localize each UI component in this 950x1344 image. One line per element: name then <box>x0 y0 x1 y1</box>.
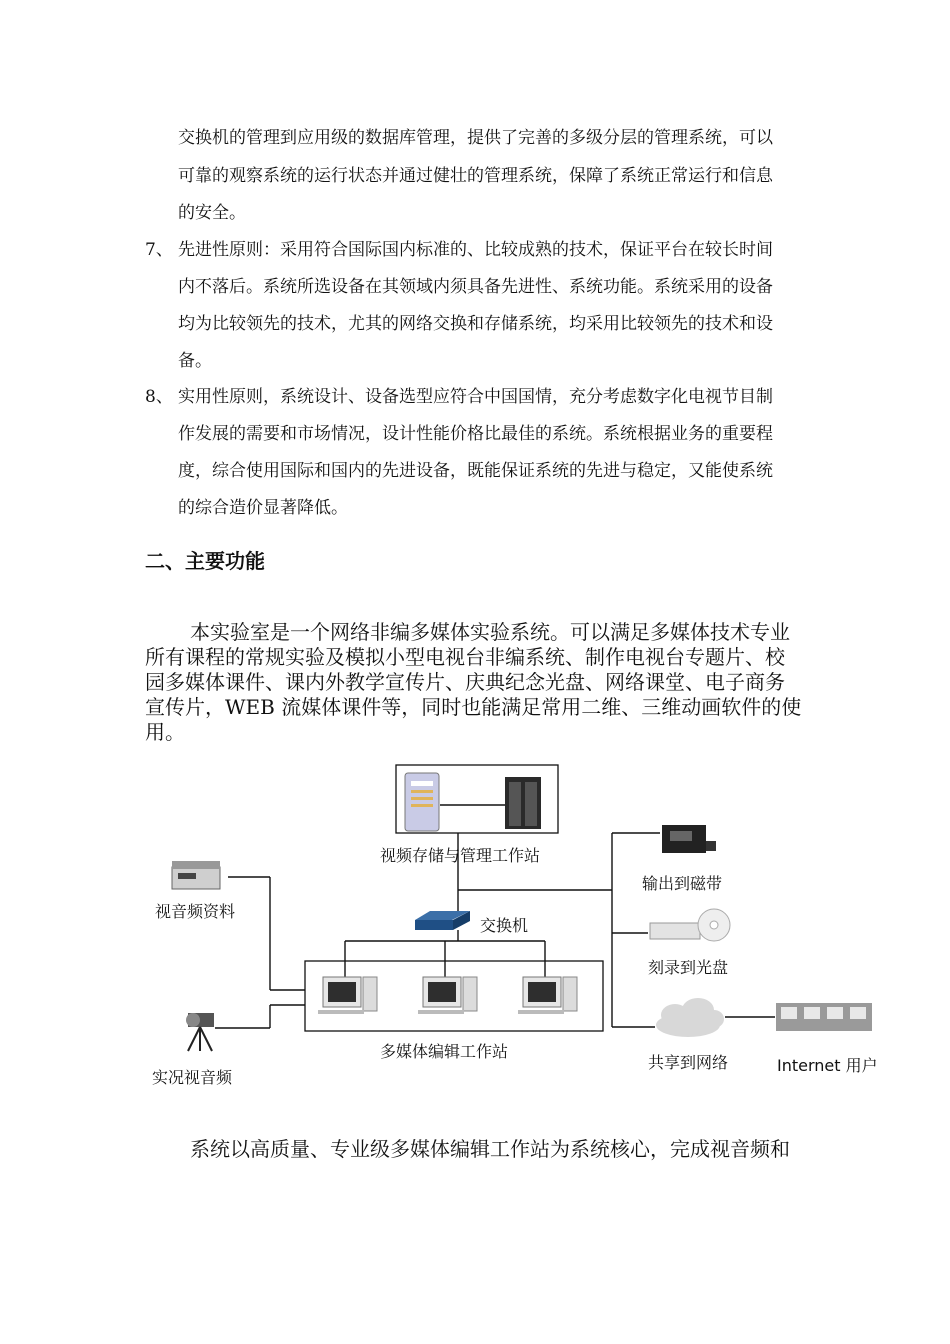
paragraph-line: 交换机的管理到应用级的数据库管理，提供了完善的多级分层的管理系统，可以 <box>178 128 773 148</box>
intro-line: 用。 <box>145 720 185 744</box>
cloud-icon <box>656 998 724 1037</box>
list-item-line: 实用性原则，系统设计、设备选型应符合中国国情，充分考虑数字化电视节目制 <box>178 387 773 407</box>
intro-line: 所有课程的常规实验及模拟小型电视台非编系统、制作电视台专题片、校 <box>145 645 785 669</box>
list-number-8: 8、 <box>145 387 173 407</box>
disc-burner-icon <box>650 909 730 941</box>
section-heading: 二、主要功能 <box>145 549 265 573</box>
list-item-line: 备。 <box>178 351 212 371</box>
pc-icon <box>318 977 377 1014</box>
av-material-label: 视音频资料 <box>155 902 236 921</box>
bottom-line: 系统以高质量、专业级多媒体编辑工作站为系统核心，完成视音频和 <box>190 1137 790 1161</box>
live-av-label: 实况视音频 <box>152 1068 233 1087</box>
list-item-line: 度，综合使用国际和国内的先进设备，既能保证系统的先进与稳定，又能使系统 <box>178 461 773 481</box>
paragraph-line: 可靠的观察系统的运行状态并通过健壮的管理系统，保障了系统正常运行和信息 <box>178 166 773 186</box>
tape-label: 输出到磁带 <box>642 874 723 893</box>
list-item-line: 均为比较领先的技术，尤其的网络交换和存储系统，均采用比较领先的技术和设 <box>178 314 773 334</box>
storage-label: 视频存储与管理工作站 <box>380 846 541 865</box>
list-number-7: 7、 <box>145 240 173 260</box>
intro-line: 宣传片，WEB 流媒体课件等，同时也能满足常用二维、三维动画软件的使 <box>145 695 802 719</box>
pc-icon <box>518 977 577 1014</box>
storage-array-icon <box>505 777 541 829</box>
av-deck-icon <box>172 861 220 889</box>
list-item-line: 的综合造价显著降低。 <box>178 498 348 518</box>
switch-icon <box>415 911 470 930</box>
intro-line: 园多媒体课件、课内外教学宣传片、庆典纪念光盘、网络课堂、电子商务 <box>145 670 785 694</box>
system-diagram <box>140 755 880 1100</box>
pc-icon <box>418 977 477 1014</box>
list-item-line: 先进性原则：采用符合国际国内标准的、比较成熟的技术，保证平台在较长时间 <box>178 240 773 260</box>
list-item-line: 作发展的需要和市场情况，设计性能价格比最佳的系统。系统根据业务的重要程 <box>178 424 773 444</box>
switch-label: 交换机 <box>480 916 529 935</box>
paragraph-line: 的安全。 <box>178 203 246 223</box>
internet-label: Internet 用户 <box>777 1056 878 1075</box>
intro-line: 本实验室是一个网络非编多媒体实验系统。可以满足多媒体技术专业 <box>190 620 790 644</box>
server-icon <box>405 773 439 831</box>
internet-users-icon <box>776 1003 872 1031</box>
network-label: 共享到网络 <box>648 1053 729 1072</box>
camera-icon <box>186 1013 214 1051</box>
disc-label: 刻录到光盘 <box>648 958 729 977</box>
workstation-label: 多媒体编辑工作站 <box>380 1042 509 1061</box>
list-item-line: 内不落后。系统所选设备在其领域内须具备先进性、系统功能。系统采用的设备 <box>178 277 773 297</box>
tape-deck-icon <box>662 825 716 853</box>
